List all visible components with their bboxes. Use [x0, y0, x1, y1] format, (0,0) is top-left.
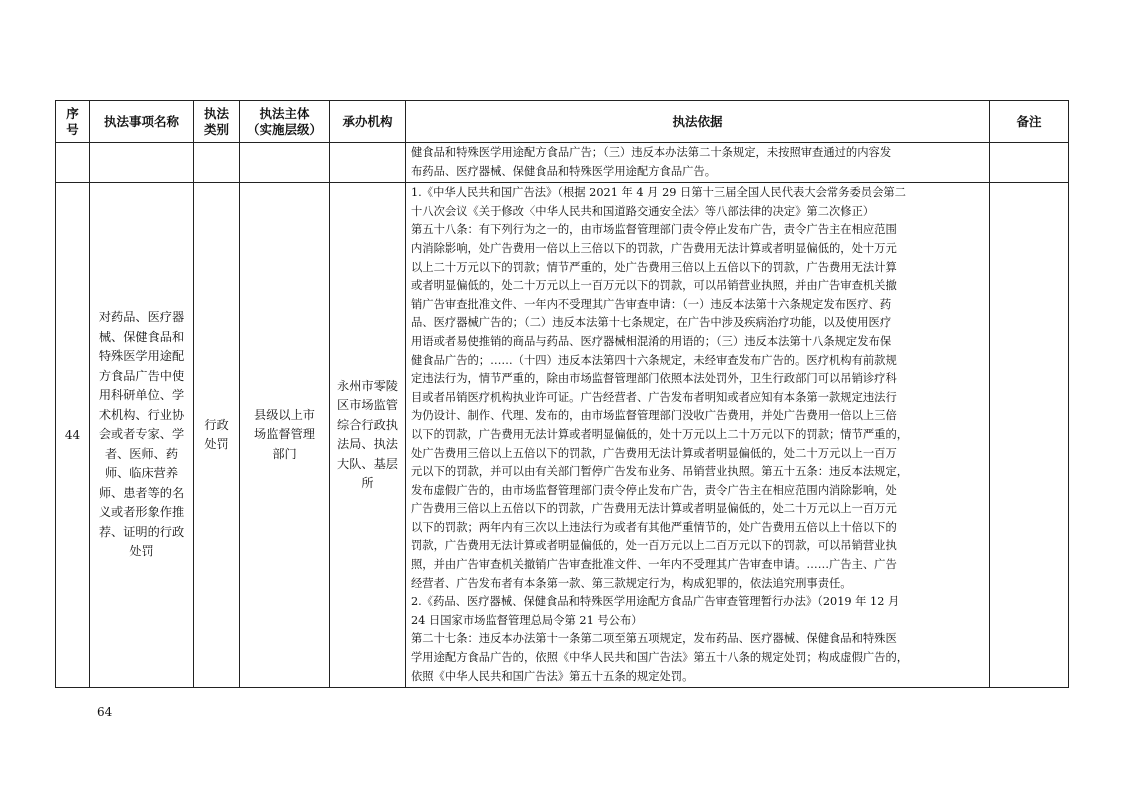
basis-line: 品、医疗器械广告的；（二）违反本法第十七条规定，在广告中涉及疾病治疗功能，以及使用医疗: [411, 316, 892, 330]
basis-line: 24 日国家市场监督管理总局令第 21 号公布）: [411, 613, 643, 627]
continued-remark-cell: [990, 143, 1069, 183]
basis-line: 布药品、医疗器械、保健食品和特殊医学用途配方食品广告。: [411, 164, 717, 178]
basis-line: 以下的罚款，广告费用无法计算或者明显偏低的，处十万元以上二十万元以下的罚款；情节严重的，: [411, 427, 909, 441]
row-category: 行政处罚: [194, 183, 240, 688]
continued-category-cell: [194, 143, 240, 183]
row-remark: [990, 183, 1069, 688]
continued-item-cell: [90, 143, 194, 183]
header-basis: 执法依据: [406, 101, 990, 143]
basis-line: 内消除影响，处广告费用一倍以上三倍以下的罚款，广告费用无法计算或者明显偏低的，处十万元: [411, 241, 897, 255]
enforcement-table: [55, 100, 1069, 688]
header-item-name: 执法事项名称: [90, 101, 194, 143]
header-remark: 备注: [990, 101, 1069, 143]
basis-line: 目或者吊销医疗机构执业许可证。广告经营者、广告发布者明知或者应知有本条第一款规定违法行: [411, 390, 897, 404]
continued-seq-cell: [56, 143, 90, 183]
basis-line: 以下的罚款；两年内有三次以上违法行为或者有其他严重情节的，处广告费用五倍以上十倍以下的: [411, 520, 897, 534]
header-subject-title: 执法主体: [259, 105, 310, 121]
basis-line: 为仍设计、制作、代理、发布的，由市场监督管理部门没收广告费用，并处广告费用一倍以上三倍: [411, 409, 897, 423]
basis-line: 定违法行为，情节严重的，除由市场监督管理部门依照本法处罚外，卫生行政部门可以吊销诊疗科: [411, 372, 897, 386]
row-item-name: 对药品、医疗器械、保健食品和特殊医学用途配方食品广告中使用科研单位、学术机构、行业协会或者专家、学者、医师、药师、临床营养师、患者等的名义或者形象作推荐、证明的行政处罚: [90, 183, 194, 688]
table-row-44: [56, 183, 1069, 688]
basis-line: 第五十八条：有下列行为之一的，由市场监督管理部门责令停止发布广告，责令广告主在相应范围: [411, 223, 897, 237]
continued-basis-cell: [406, 143, 990, 183]
basis-line: 用语或者易使推销的商品与药品、医疗器械相混淆的用语的；（三）违反本法第十八条规定发布保: [411, 334, 892, 348]
continued-agency-cell: [330, 143, 406, 183]
continued-subject-cell: [240, 143, 330, 183]
page-number: 64: [97, 705, 113, 719]
row-seq: 44: [56, 183, 90, 688]
row-basis: [406, 183, 990, 688]
header-subject-level: （实施层级）: [246, 121, 322, 137]
row-subject: 县级以上市场监督管理部门: [240, 183, 330, 688]
header-seq: 序号: [56, 101, 90, 143]
header-category: 执法类别: [194, 101, 240, 143]
header-subject: [240, 101, 330, 143]
basis-line: 元以下的罚款，并可以由有关部门暂停广告发布业务、吊销营业执照。第五十五条：违反本法规定，: [411, 465, 909, 479]
basis-line: 健食品广告的；……（十四）违反本法第四十六条规定，未经审查发布广告的。医疗机构有前款规: [411, 353, 897, 367]
basis-line: 十八次会议《关于修改〈中华人民共和国道路交通安全法〉等八部法律的决定》第二次修正）: [411, 204, 875, 218]
continued-row: [56, 143, 1069, 183]
basis-line: 以上二十万元以下的罚款；情节严重的，处广告费用三倍以上五倍以下的罚款，广告费用无法计算: [411, 260, 897, 274]
basis-line: 或者明显偏低的，处二十万元以上一百万元以下的罚款，可以吊销营业执照，并由广告审查机关撤: [411, 279, 897, 293]
row-agency: 永州市零陵区市场监管综合行政执法局、执法大队、基层所: [330, 183, 406, 688]
basis-line: 罚款，广告费用无法计算或者明显偏低的，处一百万元以上二百万元以下的罚款，可以吊销营业执: [411, 539, 897, 553]
basis-line: 健食品和特殊医学用途配方食品广告；（三）违反本办法第二十条规定，未按照审查通过的内容发: [411, 146, 892, 159]
basis-line: 1.《中华人民共和国广告法》（根据 2021 年 4 月 29 日第十三届全国人民代表大会常务委员会第二: [411, 186, 906, 200]
basis-line: 学用途配方食品广告的，依照《中华人民共和国广告法》第五十八条的规定处罚；构成虚假广告的，: [411, 651, 909, 665]
basis-line: 照，并由广告审查机关撤销广告审查批准文件、一年内不受理其广告审查申请。……广告主、广告: [411, 558, 897, 572]
basis-line: 处广告费用三倍以上五倍以下的罚款，广告费用无法计算或者明显偏低的，处二十万元以上一百万: [411, 446, 897, 460]
basis-line: 发布虚假广告的，由市场监督管理部门责令停止发布广告，责令广告主在相应范围内消除影响，处: [411, 483, 897, 497]
header-row: [56, 101, 1069, 143]
basis-line: 2.《药品、医疗器械、保健食品和特殊医学用途配方食品广告审查管理暂行办法》（2019 年 12 月: [411, 595, 900, 609]
basis-line: 第二十七条：违反本办法第十一条第二项至第五项规定，发布药品、医疗器械、保健食品和特殊医: [411, 632, 897, 646]
basis-line: 依照《中华人民共和国广告法》第五十五条的规定处罚。: [411, 669, 694, 683]
basis-line: 销广告审查批准文件、一年内不受理其广告审查申请：（一）违反本法第十六条规定发布医疗、药: [411, 297, 892, 311]
header-agency: 承办机构: [330, 101, 406, 143]
basis-line: 经营者、广告发布者有本条第一款、第三款规定行为，构成犯罪的，依法追究刑事责任。: [411, 576, 852, 590]
basis-line: 广告费用三倍以上五倍以下的罚款，广告费用无法计算或者明显偏低的，处二十万元以上一百万元: [411, 502, 897, 516]
